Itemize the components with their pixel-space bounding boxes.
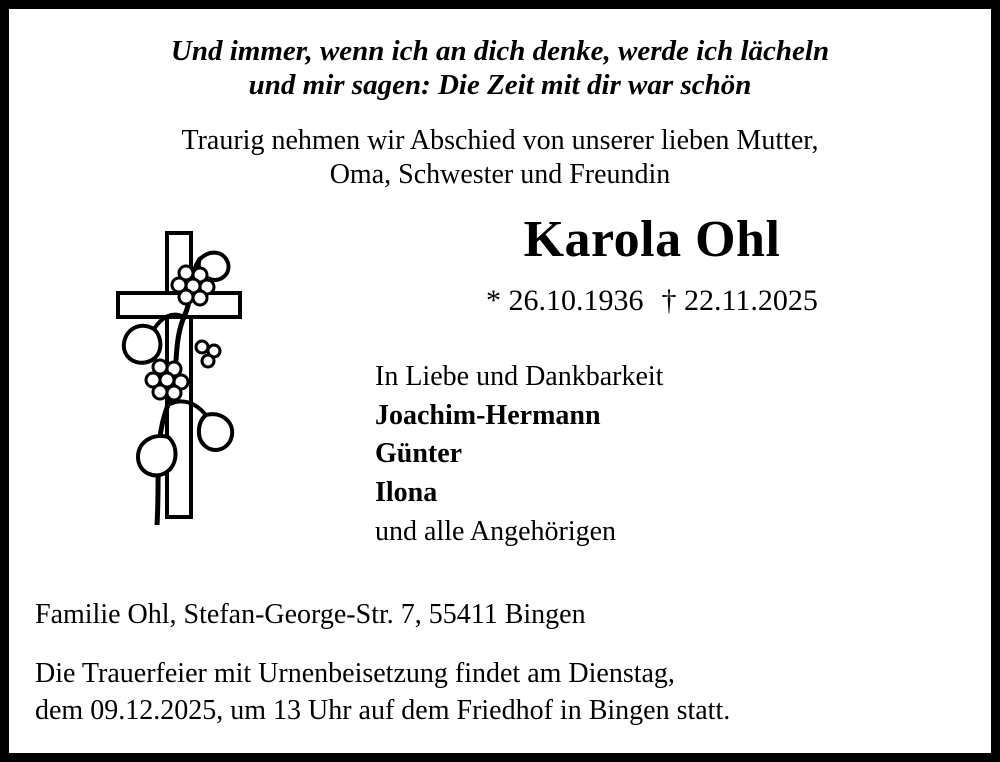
intro-block [35,124,965,191]
verse-block [35,35,965,102]
cross-with-grapevine-icon [35,207,335,525]
middle-section [35,207,965,551]
intro-line-1: Traurig nehmen wir Abschied von unserer lieben Mutter, [181,125,819,157]
death-date: † 22.11.2025 [661,284,818,318]
birth-date: * 26.10.1936 [486,284,644,318]
verse-line-2: und mir sagen: Die Zeit mit dir war schön [248,68,752,101]
person-block [335,207,965,551]
intro-line-2: Oma, Schwester und Freundin [329,158,671,190]
relative-name-2: Günter [375,438,463,470]
verse-line-1: Und immer, wenn ich an dich denke, werde ich lächeln [170,35,830,67]
relative-name-3: Ilona [375,476,438,508]
relative-name-1: Joachim-Hermann [375,399,601,431]
thanks-tail: und alle Angehörigen [375,515,617,547]
family-address: Familie Ohl, Stefan-George-Str. 7, 55411 Bingen [35,599,586,631]
thanks-block [339,358,965,551]
life-dates [339,284,965,318]
service-line-1: Die Trauerfeier mit Urnenbeisetzung findet am Dienstag, [35,658,675,690]
service-line-2: dem 09.12.2025, um 13 Uhr auf dem Friedhof in Bingen statt. [35,694,731,726]
funeral-service-info [35,656,965,729]
deceased-name: Karola Ohl [523,211,781,269]
thanks-lead: In Liebe und Dankbarkeit [375,361,664,393]
footer-block [35,597,965,743]
